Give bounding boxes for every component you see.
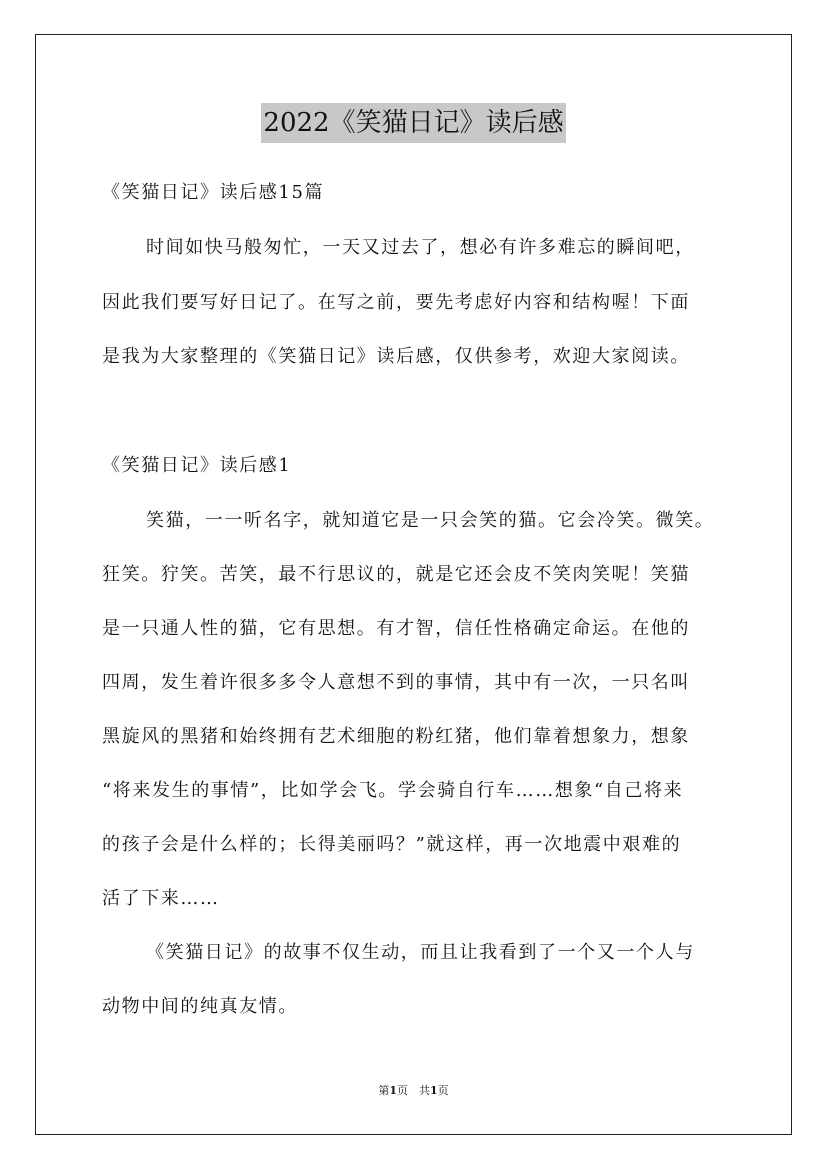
paragraph-line: 笑猫，一一听名字，就知道它是一只会笑的猫。它会冷笑。微笑。 — [146, 510, 715, 531]
paragraph-line: 《笑猫日记》的故事不仅生动，而且让我看到了一个又一个人与 — [146, 942, 695, 963]
page-footer — [0, 1084, 827, 1098]
intro-line: 时间如快马般匆忙，一天又过去了，想必有许多难忘的瞬间吧， — [146, 237, 695, 258]
footer-page-number: 1 — [389, 1084, 397, 1097]
footer-page-mid: 页 共 — [397, 1084, 430, 1097]
document-title-wrap — [0, 103, 827, 143]
paragraph-line: 活了下来…… — [102, 888, 220, 909]
intro-line: 是我为大家整理的《笑猫日记》读后感，仅供参考，欢迎大家阅读。 — [102, 346, 690, 367]
paragraph-line: 四周，发生着许很多多令人意想不到的事情，其中有一次，一只名叫 — [102, 672, 690, 693]
paragraph-line: 的孩子会是什么样的；长得美丽吗？”就这样，再一次地震中艰难的 — [102, 834, 682, 855]
footer-page-prefix: 第 — [378, 1084, 390, 1097]
paragraph-line: 动物中间的纯真友情。 — [102, 996, 298, 1017]
footer-page-suffix: 页 — [437, 1084, 449, 1097]
footer-page-total: 1 — [430, 1084, 438, 1097]
paragraph-line: “将来发生的事情”，比如学会飞。学会骑自行车……想象“自己将来 — [102, 780, 684, 801]
paragraph-line: 是一只通人性的猫，它有思想。有才智，信任性格确定命运。在他的 — [102, 618, 690, 639]
paragraph-line: 狂笑。狞笑。苦笑，最不行思议的，就是它还会皮不笑肉笑呢！笑猫 — [102, 564, 690, 585]
intro-line: 因此我们要写好日记了。在写之前，要先考虑好内容和结构喔！下面 — [102, 292, 690, 313]
document-title: 2022《笑猫日记》读后感 — [261, 103, 565, 143]
paragraph-line: 黑旋风的黑猪和始终拥有艺术细胞的粉红猪，他们靠着想象力，想象 — [102, 726, 690, 747]
section-heading: 《笑猫日记》读后感1 — [102, 455, 292, 476]
document-subtitle: 《笑猫日记》读后感15篇 — [102, 182, 325, 203]
